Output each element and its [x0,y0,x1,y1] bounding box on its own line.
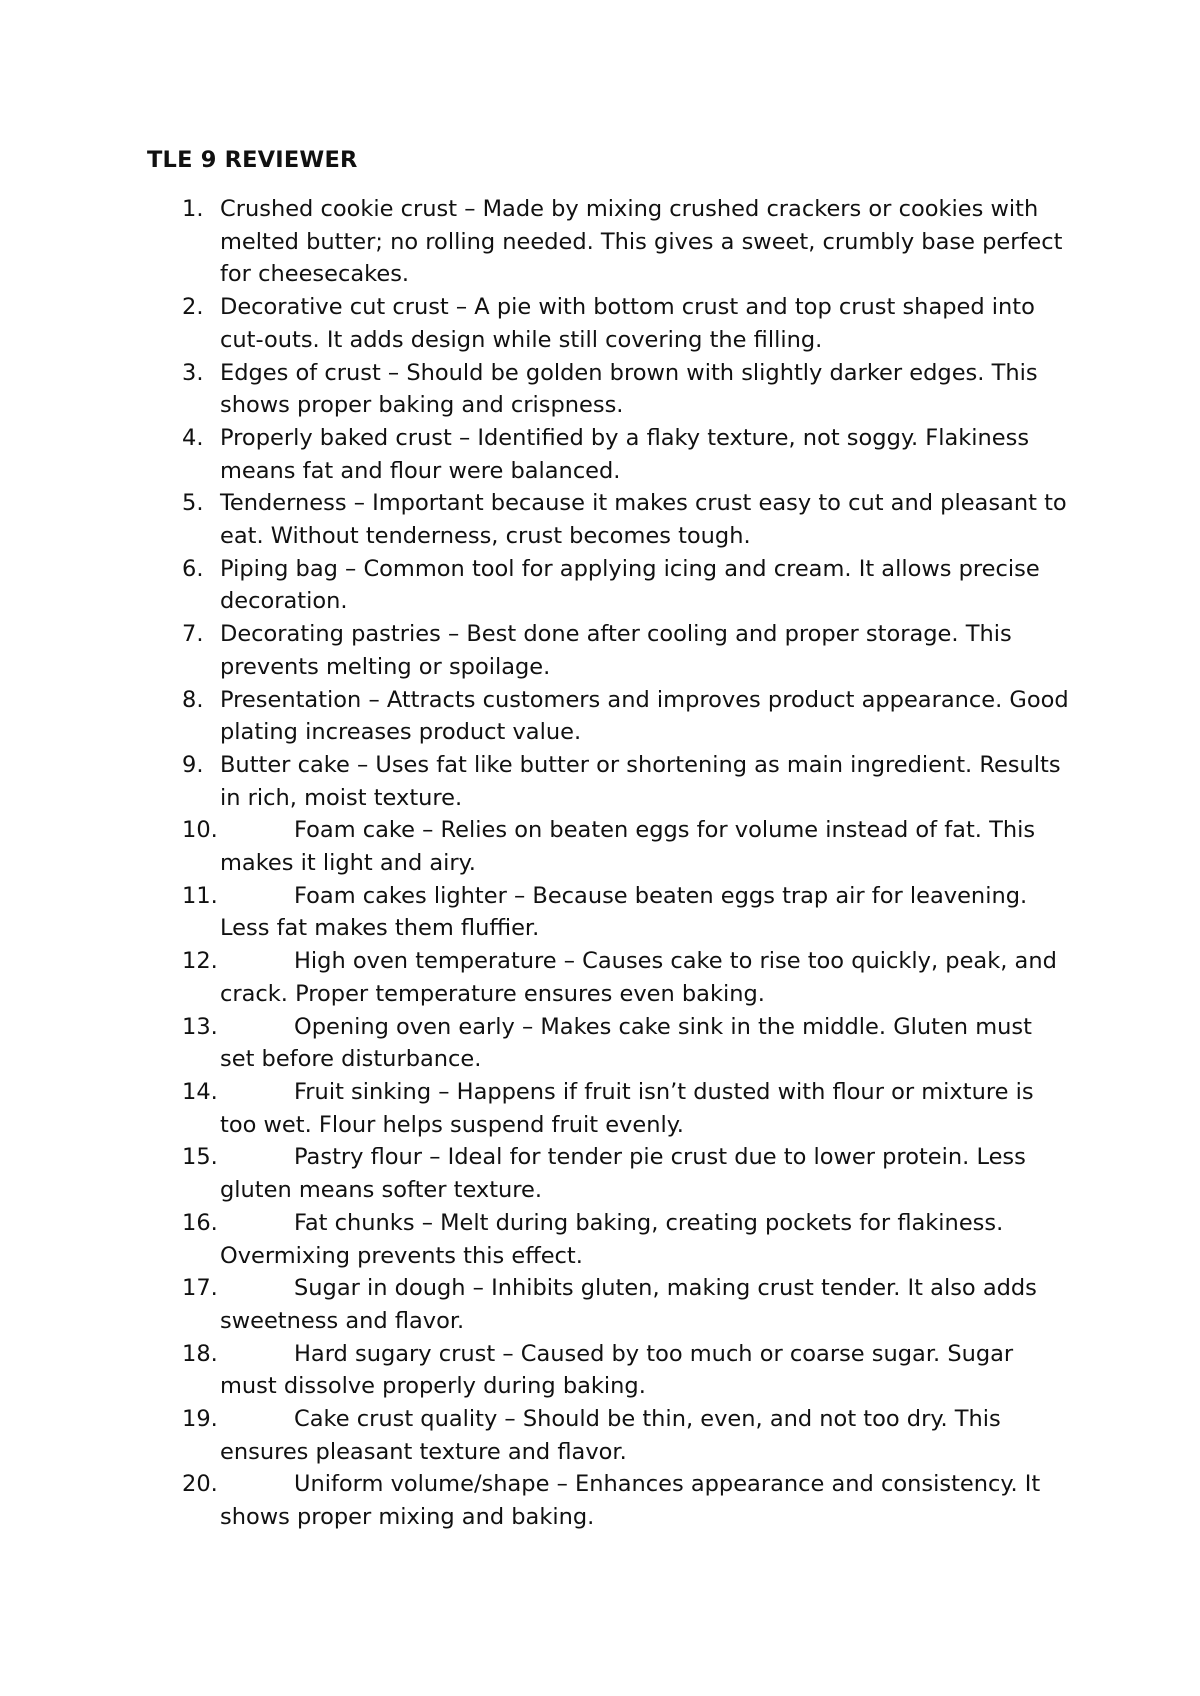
list-item [0,1338,1070,1403]
list-item [0,1207,1070,1272]
item-number: 2. [182,294,204,321]
list-item [0,1468,1070,1533]
item-number: 1. [182,196,204,222]
list-item [0,422,1070,487]
item-text: Tenderness – Important because it makes crust easy to cut and pleasant to eat. Without tenderness, crust becomes tough. [220,490,1067,550]
item-text: Butter cake – Uses fat like butter or shortening as main ingredient. Results in rich, moist texture. [220,751,1061,811]
item-number: 7. [182,621,204,648]
item-number: 20. [182,1471,218,1498]
reviewer-list [0,193,1200,1534]
item-text: Cake crust quality – Should be thin, even, and not too dry. This ensures pleasant texture and flavor. [220,1406,1001,1465]
item-number: 17. [182,1275,218,1302]
item-number: 8. [182,686,204,713]
item-text: Uniform volume/shape – Enhances appearance and consistency. It shows proper mixing and baking. [220,1471,1041,1531]
document-title: TLE 9 REVIEWER [147,147,358,173]
list-item [0,1141,1070,1206]
item-text: Crushed cookie crust – Made by mixing crushed crackers or cookies with melted butter; no rolling needed. This gives a sweet, crumbly base perfect for cheesecakes. [220,196,1063,288]
item-number: 3. [182,359,204,386]
item-number: 10. [182,817,218,844]
item-number: 15. [182,1144,218,1171]
item-number: 4. [182,424,204,451]
item-number: 14. [182,1078,218,1105]
item-text: Opening oven early – Makes cake sink in the middle. Gluten must set before disturbance. [220,1013,1032,1073]
list-item [0,357,1070,422]
item-text: Properly baked crust – Identified by a flaky texture, not soggy. Flakiness means fat and flour were balanced. [220,424,1030,484]
item-text: Decorating pastries – Best done after cooling and proper storage. This prevents melting or spoilage. [220,621,1012,680]
item-text: Sugar in dough – Inhibits gluten, making crust tender. It also adds sweetness and flavor. [220,1275,1037,1334]
item-number: 6. [182,555,204,582]
item-text: Foam cake – Relies on beaten eggs for volume instead of fat. This makes it light and airy. [220,817,1036,877]
item-text: High oven temperature – Causes cake to rise too quickly, peak, and crack. Proper temperature ensures even baking. [220,948,1057,1007]
item-text: Decorative cut crust – A pie with bottom crust and top crust shaped into cut-outs. It adds design while still covering the filling. [220,294,1035,353]
list-item [0,618,1070,683]
item-text: Edges of crust – Should be golden brown with slightly darker edges. This shows proper baking and crispness. [220,359,1038,419]
item-text: Pastry flour – Ideal for tender pie crust due to lower protein. Less gluten means softer texture. [220,1144,1026,1204]
list-item [0,487,1070,552]
list-item [0,1272,1070,1337]
item-text: Fat chunks – Melt during baking, creating pockets for flakiness. Overmixing prevents this effect. [220,1209,1004,1269]
list-item [0,1403,1070,1468]
list-item [0,684,1070,749]
item-number: 19. [182,1406,218,1433]
item-number: 16. [182,1209,218,1236]
list-item [0,193,1070,291]
item-number: 5. [182,490,204,517]
list-item [0,553,1070,618]
item-number: 11. [182,882,218,909]
item-number: 9. [182,751,204,778]
list-item [0,814,1070,879]
item-text: Hard sugary crust – Caused by too much or coarse sugar. Sugar must dissolve properly during baking. [220,1340,1014,1400]
item-number: 12. [182,948,218,975]
list-item [0,1076,1070,1141]
list-item [0,749,1070,814]
item-text: Piping bag – Common tool for applying icing and cream. It allows precise decoration. [220,555,1040,615]
item-text: Fruit sinking – Happens if fruit isn’t dusted with flour or mixture is too wet. Flour helps suspend fruit evenly. [220,1078,1034,1138]
list-item [0,291,1070,356]
list-item [0,945,1070,1010]
list-item [0,1011,1070,1076]
item-number: 18. [182,1340,218,1367]
item-number: 13. [182,1013,218,1040]
list-item [0,880,1070,945]
item-text: Foam cakes lighter – Because beaten eggs trap air for leavening. Less fat makes them fluffier. [220,882,1028,942]
item-text: Presentation – Attracts customers and improves product appearance. Good plating increases product value. [220,686,1069,746]
